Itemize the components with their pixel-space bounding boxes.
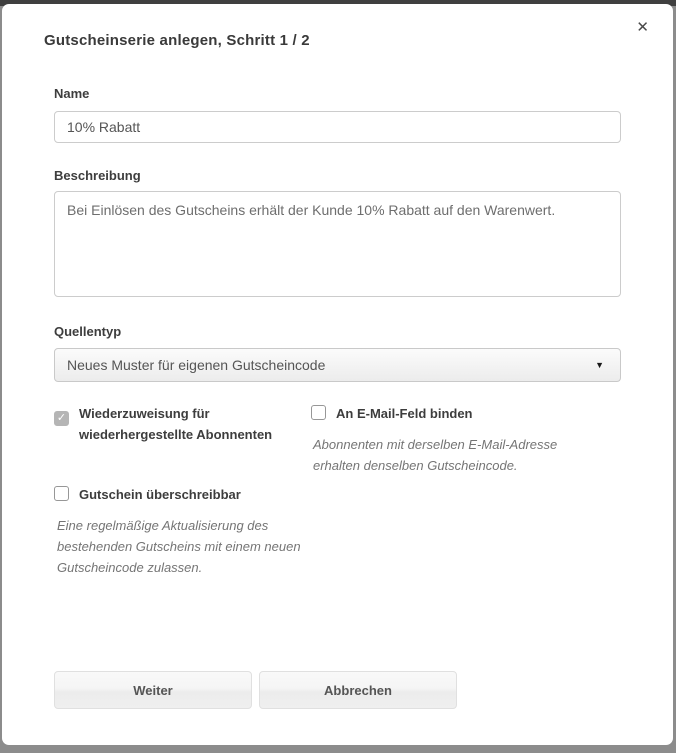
cancel-button[interactable]: Abbrechen	[259, 671, 457, 709]
bind-email-checkbox[interactable]	[311, 405, 326, 420]
bind-email-label[interactable]: An E-Mail-Feld binden	[336, 406, 473, 421]
overwritable-help-text: Eine regelmäßige Aktualisierung des bestehenden Gutscheins mit einem neuen Gutscheincode zulassen.	[57, 518, 301, 575]
create-voucher-series-dialog	[2, 4, 673, 745]
reassign-checkbox-label	[56, 405, 294, 443]
overwritable-checkbox[interactable]	[54, 486, 69, 501]
chevron-down-icon: ▼	[595, 360, 604, 370]
source-type-selected-value: Neues Muster für eigenen Gutscheincode	[67, 357, 326, 373]
next-button[interactable]: Weiter	[54, 671, 252, 709]
description-textarea[interactable]	[54, 191, 621, 297]
source-type-select[interactable]	[54, 348, 621, 382]
overwritable-label[interactable]: Gutschein überschreibbar	[79, 487, 241, 502]
source-type-label: Quellentyp	[54, 324, 122, 339]
dialog-footer	[54, 671, 457, 709]
reassign-label-text: Wiederzuweisung für wiederhergestellte Abonnenten	[79, 406, 273, 442]
dialog-title: Gutscheinserie anlegen, Schritt 1 / 2	[44, 32, 310, 49]
name-input[interactable]	[54, 111, 621, 143]
bind-email-help-text: Abonnenten mit derselben E-Mail-Adresse erhalten denselben Gutscheincode.	[313, 437, 558, 473]
reassign-option	[54, 405, 311, 476]
checkbox-grid-spacer	[311, 486, 621, 578]
reassign-checkbox-checked: ✓	[54, 411, 69, 426]
close-icon[interactable]: ✕	[636, 19, 649, 36]
description-label: Beschreibung	[54, 168, 141, 183]
name-label: Name	[54, 86, 90, 101]
overwritable-option	[54, 486, 311, 578]
bind-email-option	[311, 405, 621, 476]
checkbox-section	[54, 405, 621, 578]
